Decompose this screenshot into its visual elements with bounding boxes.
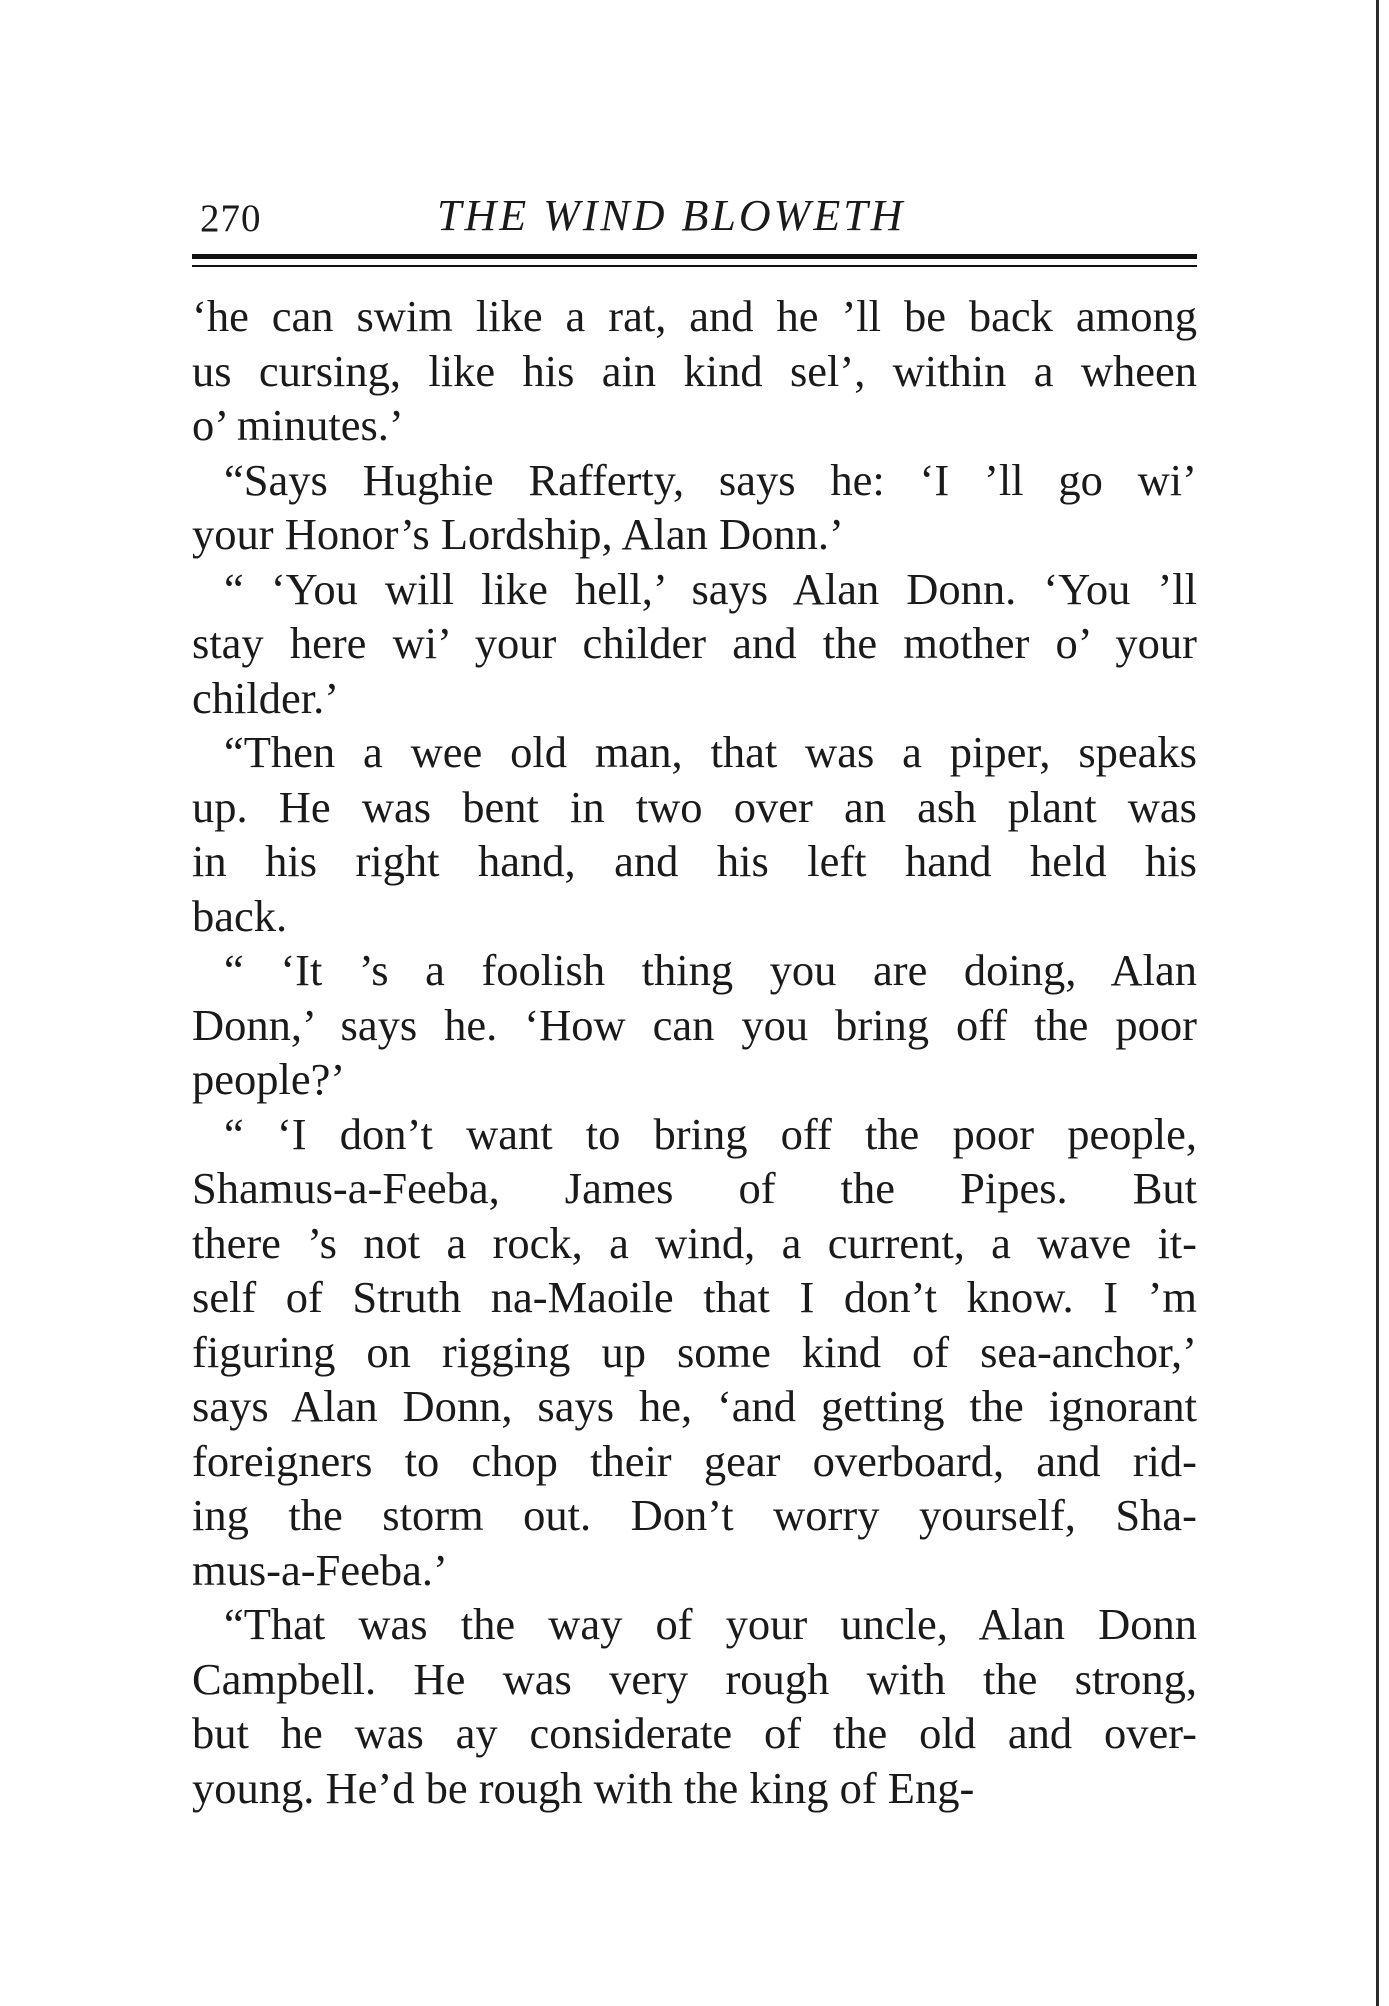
text-line: figuring on rigging up some kind of sea-anchor,’ xyxy=(192,1326,1197,1377)
text-line: says Alan Donn, says he, ‘and getting the ignorant xyxy=(192,1381,1197,1431)
text-line: o’ minutes.’ xyxy=(192,400,404,450)
text-line: people?’ xyxy=(192,1054,346,1104)
paragraph xyxy=(192,943,1197,1107)
text-line: mus-a-Feeba.’ xyxy=(192,1544,448,1595)
text-line: your Honor’s Lordship, Alan Donn.’ xyxy=(192,509,844,559)
running-head xyxy=(192,186,1197,250)
text-line: stay here wi’ your childer and the mother o’ your xyxy=(192,618,1197,668)
text-line: “That was the way of your uncle, Alan Donn xyxy=(224,1599,1197,1649)
text-line: “Says Hughie Rafferty, says he: ‘I ’ll go wi’ xyxy=(224,454,1197,505)
text-line: Campbell. He was very rough with the strong, xyxy=(192,1653,1197,1704)
body-text xyxy=(192,289,1197,1815)
page-number: 270 xyxy=(200,197,262,240)
paragraph xyxy=(192,453,1197,562)
paragraph xyxy=(192,289,1197,453)
paragraph xyxy=(192,725,1197,943)
text-line: childer.’ xyxy=(192,672,340,723)
page-edge-rule xyxy=(1376,0,1379,2006)
text-line: “Then a wee old man, that was a piper, speaks xyxy=(224,727,1197,777)
text-line: young. He’d be rough with the king of Eng- xyxy=(192,1762,975,1813)
text-line: but he was ay considerate of the old and over- xyxy=(192,1708,1197,1758)
text-line: us cursing, like his ain kind sel’, within a wheen xyxy=(192,345,1197,396)
text-line: “ ‘I don’t want to bring off the poor people, xyxy=(224,1108,1197,1159)
text-line: there ’s not a rock, a wind, a current, a wave it- xyxy=(192,1217,1197,1268)
text-line: self of Struth na-Maoile that I don’t know. I ’m xyxy=(192,1272,1197,1322)
running-title: THE WIND BLOWETH xyxy=(437,191,906,240)
text-line: back. xyxy=(192,890,288,941)
text-line: foreigners to chop their gear overboard, and rid- xyxy=(192,1435,1197,1486)
text-line: Donn,’ says he. ‘How can you bring off the poor xyxy=(192,999,1197,1050)
book-page xyxy=(192,186,1197,1815)
paragraph xyxy=(192,1597,1197,1815)
text-line: Shamus-a-Feeba, James of the Pipes. But xyxy=(192,1163,1197,1213)
paragraph xyxy=(192,562,1197,726)
text-line: “ ‘It ’s a foolish thing you are doing, Alan xyxy=(224,945,1197,995)
header-rule-thick xyxy=(192,254,1197,259)
text-line: ‘he can swim like a rat, and he ’ll be back among xyxy=(192,291,1197,341)
text-line: ing the storm out. Don’t worry yourself, Sha- xyxy=(192,1490,1197,1540)
text-line: in his right hand, and his left hand held his xyxy=(192,836,1197,886)
text-line: “ ‘You will like hell,’ says Alan Donn. ‘You ’ll xyxy=(224,563,1197,614)
header-rule-thin xyxy=(192,265,1197,267)
paragraph xyxy=(192,1107,1197,1598)
text-line: up. He was bent in two over an ash plant was xyxy=(192,781,1197,832)
